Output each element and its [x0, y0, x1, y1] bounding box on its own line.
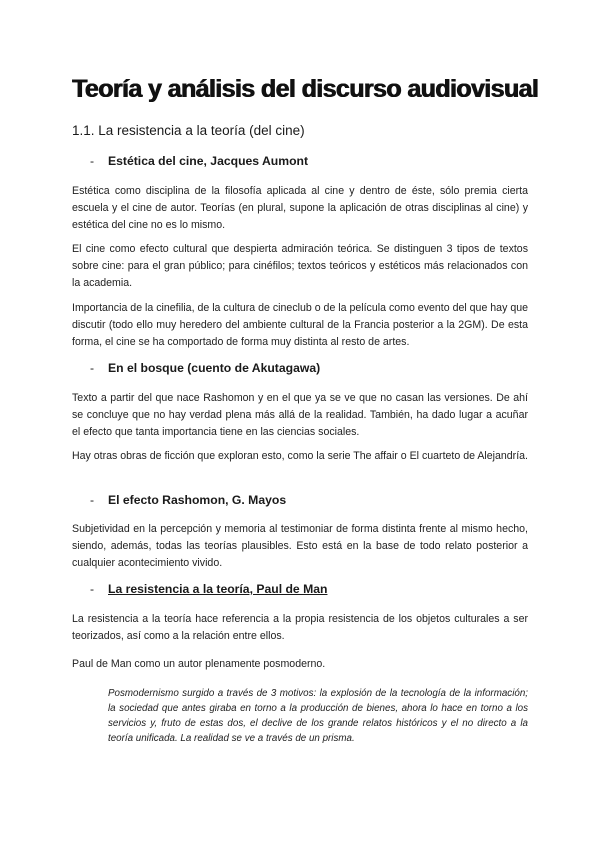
paragraph: Paul de Man como un autor plenamente posmoderno.	[72, 658, 326, 670]
paragraph: Importancia de la cinefilia, de la cultura de cineclub o de la película como evento del que hay que discutir (todo ello muy heredero del ambiente cultural de la Francia posterior a la 2GM). De esta forma, el cine se ha comportado de forma muy distinta al resto de artes.	[72, 302, 528, 348]
bullet-dash: -	[90, 154, 95, 168]
paragraph: El cine como efecto cultural que despierta admiración teórica. Se distinguen 3 tipos de textos sobre cine: para el gran público; para cinéfilos; textos teóricos y estéticos más relacionados con la academia.	[72, 243, 528, 289]
subsection-heading-aumont	[90, 154, 530, 169]
bullet-dash: -	[90, 493, 95, 507]
subsection-heading-de-man	[90, 582, 530, 597]
subsection-heading-text: La resistencia a la teoría, Paul de Man	[108, 582, 328, 596]
italic-quote: Posmodernismo surgido a través de 3 motivos: la explosión de la tecnología de la información; la sociedad que antes giraba en torno a la producción de bienes, ahora lo hace en torno a los servicios y, fruto de estas dos, el declive de los grande relatos históricos y el no directo a la teoría unificada. La realidad se ve a través de un prisma.	[108, 688, 528, 744]
subsection-heading-text: El efecto Rashomon, G. Mayos	[108, 493, 287, 507]
paragraph: Estética como disciplina de la filosofía aplicada al cine y dentro de éste, sólo premia cierta escuela y el cine de autor. Teorías (en plural, supone la aplicación de otras disciplinas al cine) y estética del cine no es lo mismo.	[72, 185, 528, 231]
paragraph: Hay otras obras de ficción que exploran esto, como la serie The affair o El cuarteto de Alejandría.	[72, 450, 528, 462]
document-title: Teoría y análisis del discurso audiovisual	[72, 75, 539, 103]
paragraph: Texto a partir del que nace Rashomon y en el que ya se ve que no casan las versiones. De ahí se concluye que no hay verdad plena más allá de la realidad. También, ha dado lugar a acuñar el efecto que tanta importancia tiene en las ciencias sociales.	[72, 392, 528, 438]
bullet-dash: -	[90, 582, 95, 596]
subsection-heading-mayos	[90, 493, 530, 508]
paragraph: La resistencia a la teoría hace referencia a la propia resistencia de los objetos culturales a ser teorizados, así como a la relación entre ellos.	[72, 613, 528, 642]
bullet-dash: -	[90, 361, 95, 375]
subsection-heading-text: En el bosque (cuento de Akutagawa)	[108, 361, 321, 375]
subsection-heading-akutagawa	[90, 361, 530, 376]
paragraph: Subjetividad en la percepción y memoria al testimoniar de forma distinta frente al mismo hecho, siendo, además, todas las teorías plausibles. Esto está en la base de todo relato posterior a cualquier acontecimiento vivido.	[72, 523, 528, 569]
subsection-heading-text: Estética del cine, Jacques Aumont	[108, 154, 309, 168]
section-heading: 1.1. La resistencia a la teoría (del cine)	[72, 123, 305, 138]
